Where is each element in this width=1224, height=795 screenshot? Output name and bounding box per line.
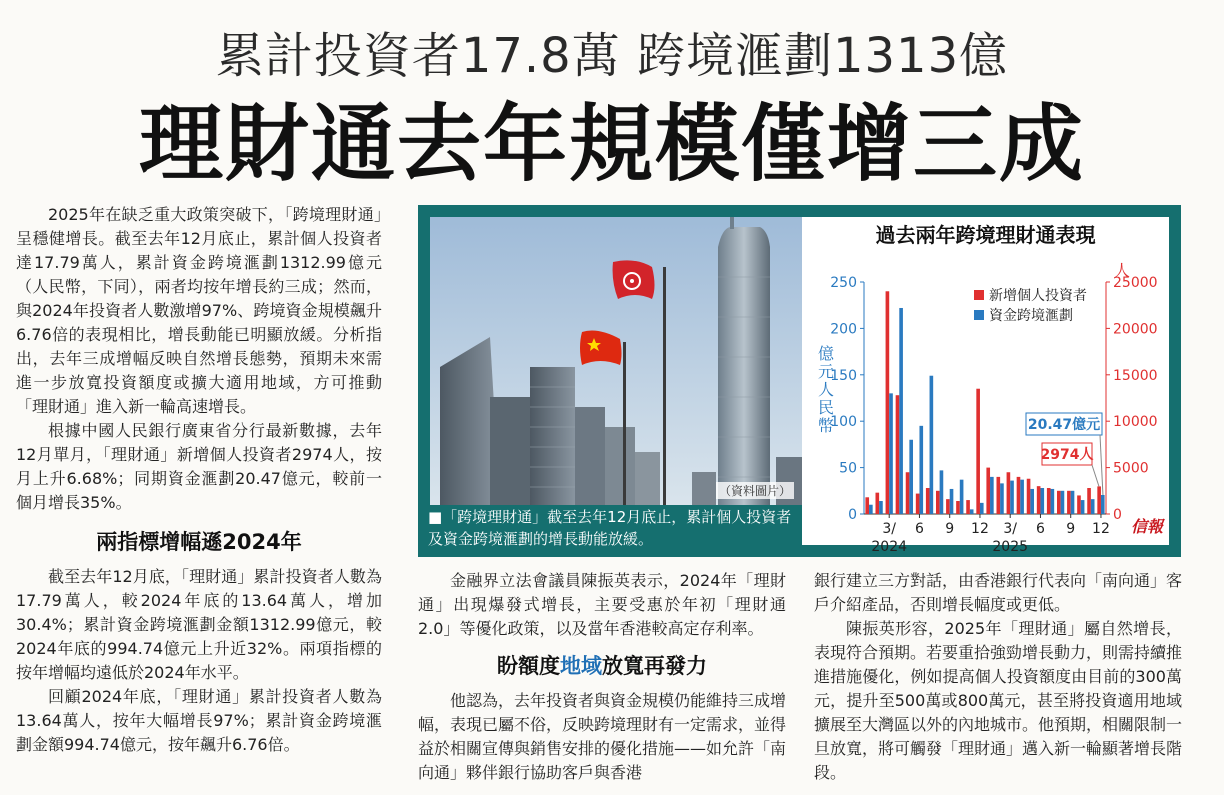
bar-fund-remittance (909, 440, 913, 514)
x-tick-label: 3/ (1003, 521, 1018, 537)
x-tick-label: 6 (914, 521, 924, 537)
paragraph: 根據中國人民銀行廣東省分行最新數據，去年12月單月，「理財通」新增個人投資者2974人，按月上升6.68%；同期資金滙劃20.47億元，較前一個月增長35%。 (16, 421, 382, 512)
bar-new-investors (936, 491, 940, 514)
bar-fund-remittance (899, 308, 903, 514)
bar-new-investors (986, 468, 990, 514)
x-tick-label: 6 (1035, 521, 1045, 537)
bar-new-investors (1087, 488, 1091, 514)
bar-new-investors (1037, 486, 1041, 514)
legend-label: 新增個人投資者 (989, 288, 1087, 304)
left-axis-label: 幣 (817, 416, 835, 435)
bar-fund-remittance (990, 477, 994, 514)
bar-new-investors (976, 389, 980, 514)
bar-fund-remittance (1071, 491, 1075, 514)
bar-new-investors (1077, 495, 1081, 514)
bar-fund-remittance (1081, 500, 1085, 514)
x-tick-label: 9 (945, 521, 955, 537)
bar-fund-remittance (960, 480, 964, 514)
x-tick-label: 9 (1066, 521, 1076, 537)
left-axis-label: 億 (817, 344, 835, 363)
right-tick-label: 15000 (1113, 367, 1158, 384)
left-tick-label: 100 (830, 414, 857, 431)
bar-fund-remittance (970, 509, 974, 514)
bar-fund-remittance (869, 505, 873, 514)
paragraph: 截至去年12月底，「理財通」累計投資者人數為17.79萬人，較2024年底的13.64萬人，增加30.4%；累計資金跨境滙劃金額1312.99億元，較2024年底的994.74億元上升近32%。兩項指標的按年增幅均遠低於2024年水平。 (16, 567, 382, 682)
left-tick-label: 250 (830, 275, 857, 291)
paragraph: 陳振英形容，2025年「理財通」屬自然增長，表現符合預期。若要重拾強勁增長動力，則需持續推進措施優化，例如提高個人投資額度由目前的300萬元，提升至500萬或800萬元，甚至將投資適用地域擴展至大灣區以外的內地城市。他預期，相關限制一旦放寬，將可觸發「理財通」邁入新一輪顯著增長階段。 (814, 619, 1183, 782)
bar-fund-remittance (879, 501, 883, 514)
bar-chart (802, 257, 1169, 557)
bar-new-investors (906, 472, 910, 514)
bar-new-investors (916, 494, 920, 514)
bar-new-investors (1017, 477, 1021, 514)
bar-fund-remittance (1010, 481, 1014, 514)
left-tick-label: 50 (839, 460, 857, 477)
chart-panel (802, 217, 1169, 555)
bar-new-investors (996, 477, 1000, 514)
bar-fund-remittance (1020, 480, 1024, 514)
left-axis-label: 元 (817, 362, 835, 381)
paragraph: 2025年在缺乏重大政策突破下，「跨境理財通」呈穩健增長。截至去年12月底止，累計個人投資者達17.79萬人，累計資金跨境滙劃1312.99億元（人民幣，下同），兩者均按年增長約三成；然而，與2024年投資者人數激增97%、跨境資金規模飆升6.76倍的表現相比，增長動能已明顯放緩。分析指出，去年三成增幅反映自然增長態勢，預期未來需進一步放寬投資額度或擴大適用地域，方可推動「理財通」進入新一輪高速增長。 (16, 205, 382, 416)
annotation-fund: 20.47億元 (1027, 417, 1101, 433)
photo-caption: ■「跨境理財通」截至去年12月底止，累計個人投資者及資金跨境滙劃的增長動能放緩。 (428, 508, 792, 548)
x-tick-label: 12 (971, 521, 989, 537)
bar-fund-remittance (980, 503, 984, 514)
heading-part: 盼額度 (497, 654, 560, 678)
article-column-1 (16, 203, 382, 757)
bar-new-investors (1027, 479, 1031, 514)
bar-new-investors (1047, 488, 1051, 514)
bar-new-investors (896, 395, 900, 514)
paragraph: 回顧2024年底，「理財通」累計投資者人數為13.64萬人，按年大幅增長97%；累計資金跨境滙劃金額994.74億元，按年飆升6.76倍。 (16, 687, 382, 754)
bar-fund-remittance (930, 376, 934, 514)
bar-new-investors (1057, 491, 1061, 514)
bar-new-investors (1097, 486, 1101, 514)
bar-new-investors (875, 493, 879, 514)
heading-part: 放寬再發力 (602, 654, 707, 678)
bar-new-investors (1067, 491, 1071, 514)
right-tick-label: 0 (1113, 507, 1122, 523)
photo-credit: （資料圖片） (716, 482, 794, 499)
bar-fund-remittance (919, 426, 923, 514)
annotation-pointer (1092, 465, 1099, 486)
headline: 理財通去年規模僅增三成 (138, 95, 1085, 193)
right-tick-label: 20000 (1113, 321, 1158, 338)
article-column-3 (814, 569, 1182, 785)
x-tick-label: 12 (1092, 521, 1110, 537)
right-tick-label: 10000 (1113, 414, 1158, 431)
bar-fund-remittance (1101, 495, 1105, 514)
bar-fund-remittance (1061, 491, 1065, 514)
bar-new-investors (966, 500, 970, 514)
chart-title: 過去兩年跨境理財通表現 (875, 223, 1096, 247)
subheadline: 累計投資者17.8萬 跨境滙劃1313億 (215, 28, 1009, 84)
year-label: 2024 (871, 539, 908, 555)
bar-fund-remittance (1000, 483, 1004, 514)
photo-ifc-flags (430, 217, 802, 505)
bar-fund-remittance (1051, 489, 1055, 514)
left-tick-label: 150 (830, 367, 857, 384)
year-label: 2025 (992, 539, 1029, 555)
bar-new-investors (926, 488, 930, 514)
heading-highlight: 地域 (560, 654, 602, 678)
bar-fund-remittance (940, 470, 944, 514)
section-heading (418, 651, 786, 681)
paragraph: 金融界立法會議員陳振英表示，2024年「理財通」出現爆發式增長，主要受惠於年初「理財通2.0」等優化政策，以及當年香港較高定存利率。 (418, 571, 786, 638)
bar-fund-remittance (1030, 489, 1034, 514)
bar-new-investors (1007, 472, 1011, 514)
right-tick-label: 5000 (1113, 460, 1149, 477)
article-column-2 (418, 569, 786, 785)
right-axis-label: 人 (1114, 261, 1131, 280)
left-tick-label: 0 (848, 507, 857, 523)
left-tick-label: 200 (830, 321, 857, 338)
newspaper-logo: 信報 (1130, 517, 1163, 536)
bar-new-investors (946, 499, 950, 514)
right-tick-label: 25000 (1113, 275, 1158, 291)
bar-new-investors (886, 291, 890, 514)
bar-fund-remittance (889, 393, 893, 514)
paragraph: 他認為，去年投資者與資金規模仍能維持三成增幅，表現已屬不俗，反映跨境理財有一定需求，並得益於相關宣傳與銷售安排的優化措施——如允許「南向通」夥伴銀行協助客戶與香港 (418, 691, 787, 782)
left-axis-label: 人 (817, 380, 835, 399)
bar-fund-remittance (950, 489, 954, 514)
x-tick-label: 3/ (882, 521, 897, 537)
feature-box (418, 205, 1181, 557)
legend-swatch (974, 290, 984, 300)
section-heading: 兩指標增幅遜2024年 (96, 530, 302, 554)
paragraph: 銀行建立三方對話，由香港銀行代表向「南向通」客戶介紹產品，否則增長幅度或更低。 (814, 571, 1183, 614)
left-axis-label: 民 (817, 398, 835, 417)
bar-new-investors (865, 497, 869, 514)
bar-new-investors (956, 501, 960, 514)
legend-label: 資金跨境滙劃 (989, 308, 1073, 324)
skyline-illustration (430, 217, 802, 505)
annotation-pointer (1100, 435, 1103, 495)
legend-swatch (974, 310, 984, 320)
annotation-investors: 2974人 (1040, 447, 1094, 463)
bar-fund-remittance (1040, 488, 1044, 514)
bar-fund-remittance (1091, 499, 1095, 514)
